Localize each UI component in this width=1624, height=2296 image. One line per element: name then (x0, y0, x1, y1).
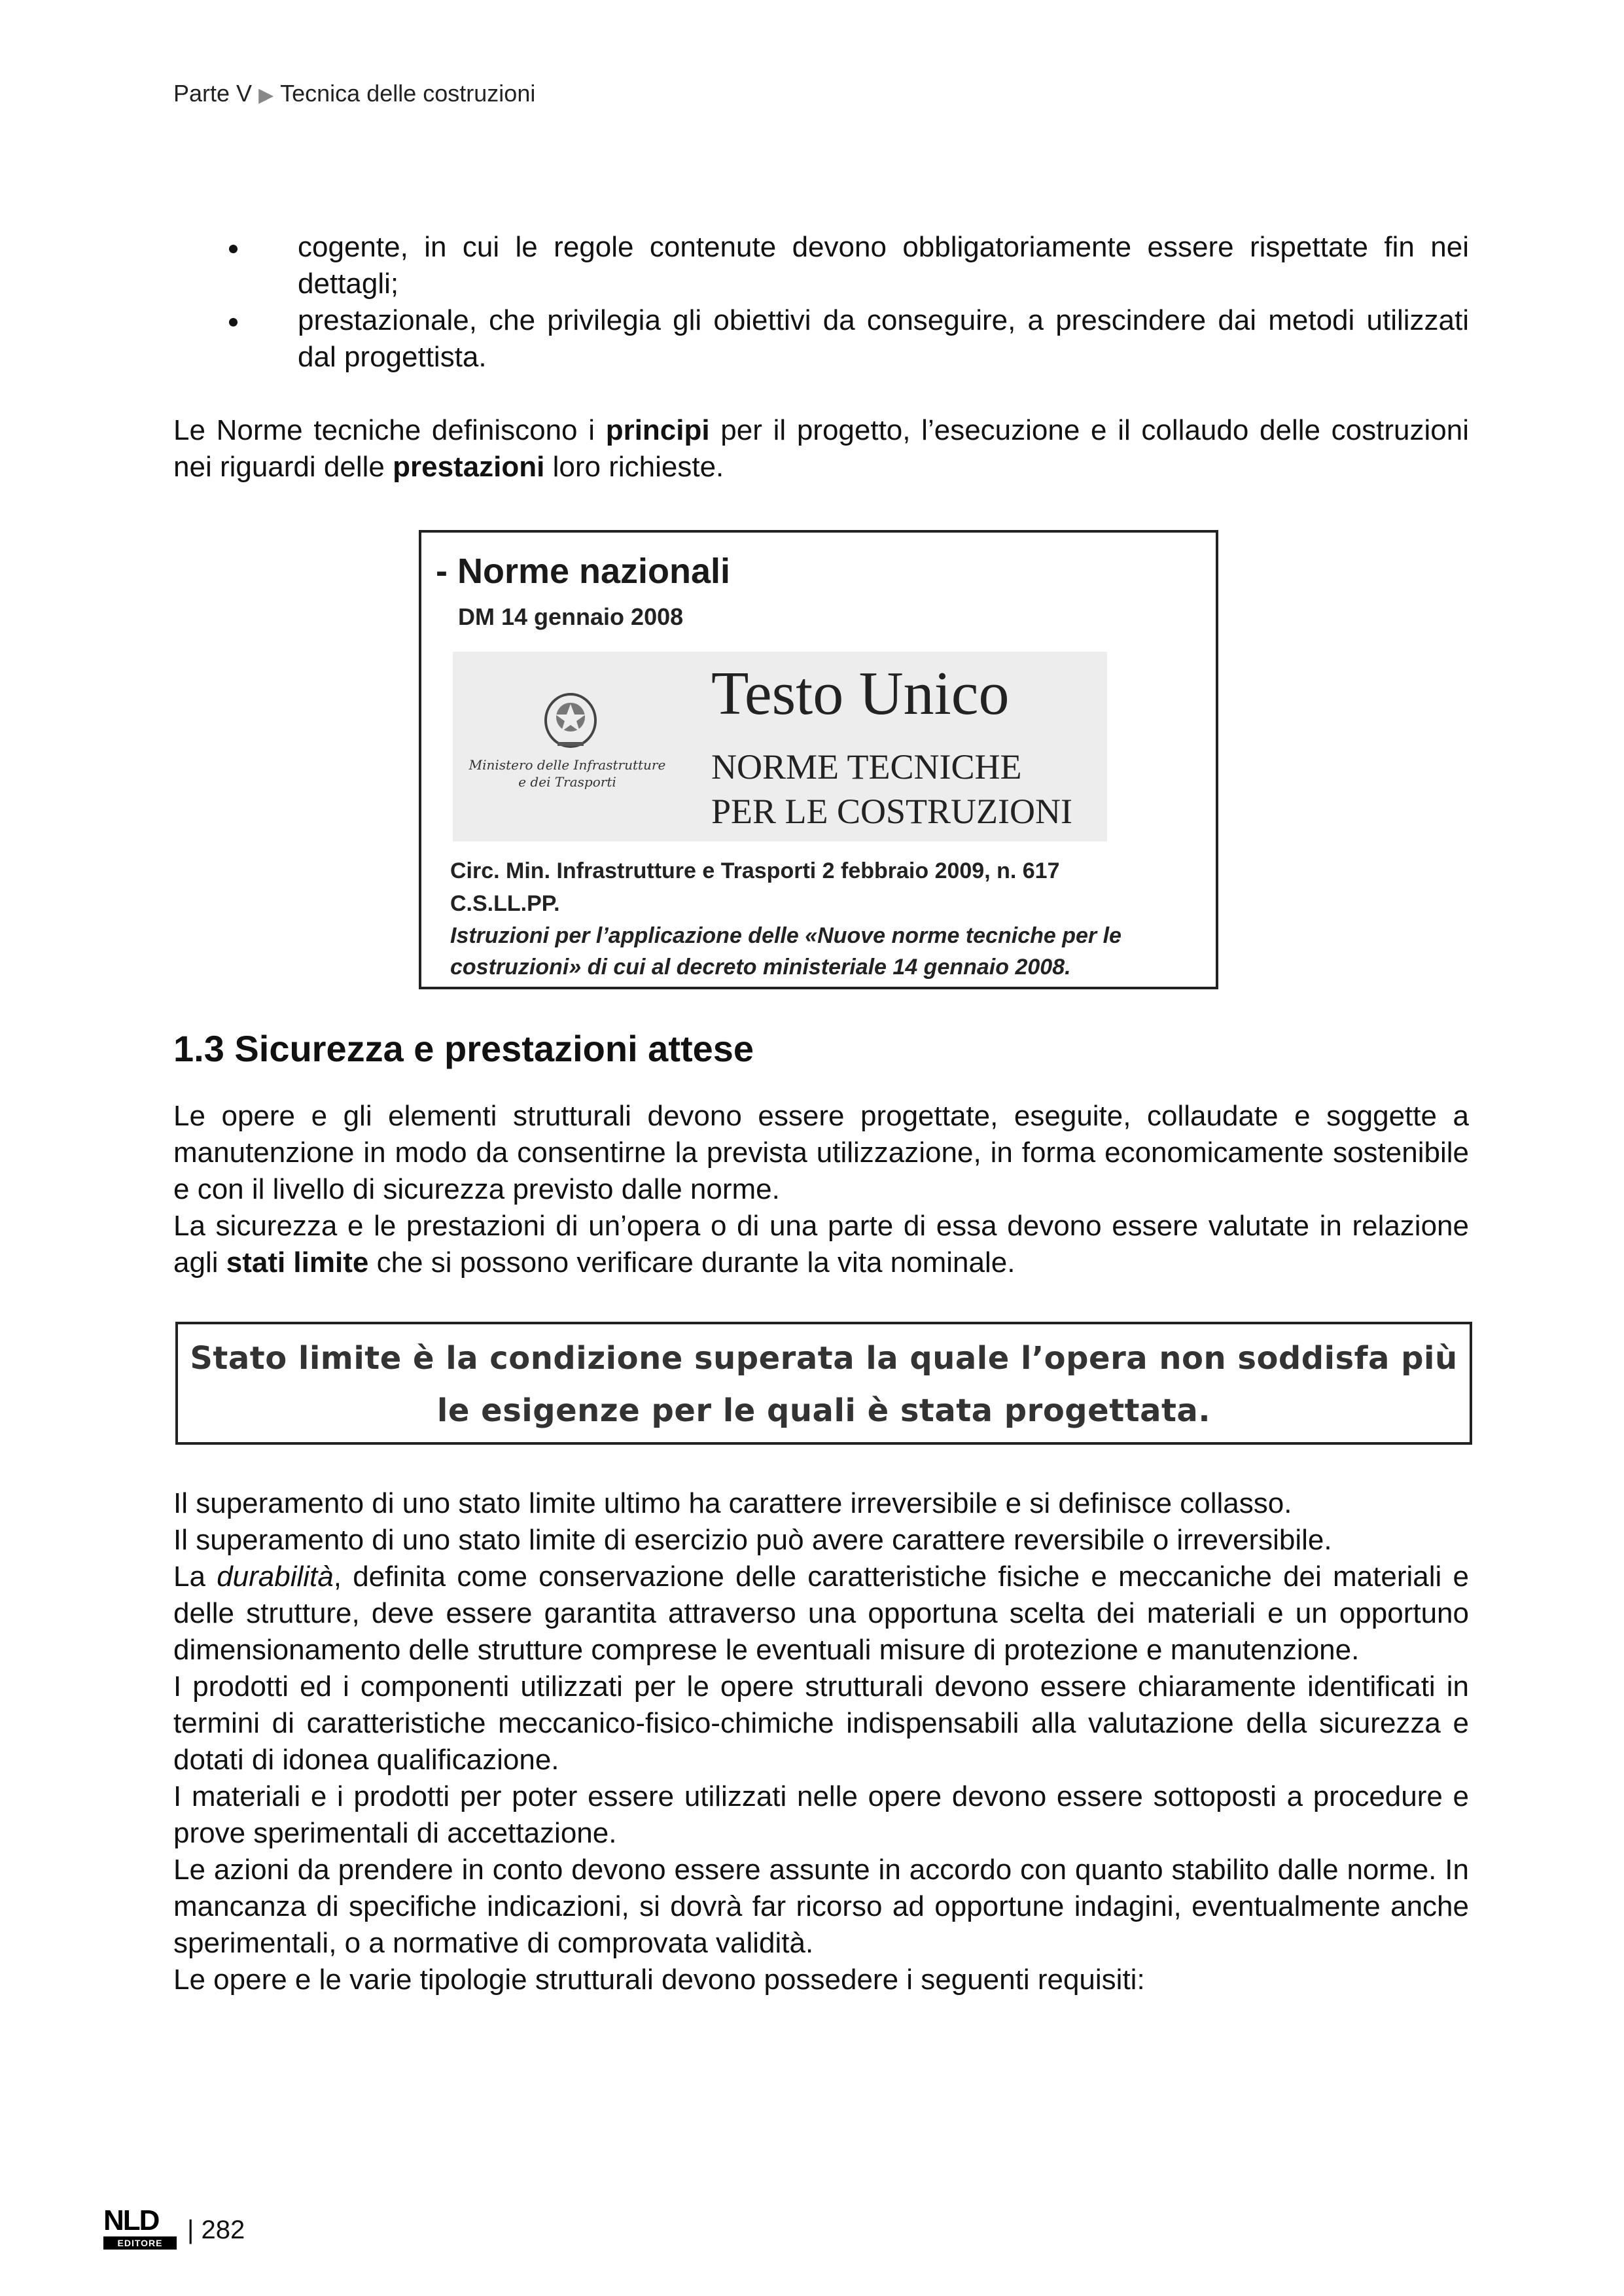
list-item (173, 229, 1469, 302)
definition-line: le esigenze per le quali è stata progettata. (436, 1392, 1211, 1429)
paragraph: I materiali e i prodotti per poter essere utilizzati nelle opere devono essere sottoposti a procedure e prove sperimentali di accettazione. (173, 1780, 1469, 1849)
text-run: La sicurezza e le prestazioni di un’opera o di una parte di essa devono essere valutate in relazione agli (173, 1210, 1469, 1279)
testo-unico-title: Testo Unico (711, 660, 1010, 728)
italic-term-durabilita: durabilità (217, 1561, 334, 1593)
norme-nazionali-figure (419, 530, 1218, 989)
figure-dm-date: DM 14 gennaio 2008 (458, 603, 684, 630)
triangle-right-icon: ▶ (258, 84, 274, 106)
figure-heading: - Norme nazionali (436, 552, 731, 591)
paragraph: Le azioni da prendere in conto devono essere assunte in accordo con quanto stabilito dalle norme. In mancanza di specifiche indicazioni, si dovrà far ricorso ad opportune indagini, eventualmente anche sperimentali, o a normative di comprovata validità. (173, 1854, 1469, 1959)
section-paragraphs (173, 1098, 1469, 1281)
istruzioni-caption (450, 920, 1121, 983)
ministry-caption (459, 756, 675, 790)
logo-wordmark: NLD (103, 2204, 159, 2236)
text-run: La (173, 1561, 217, 1593)
bullet-icon (229, 318, 238, 327)
list-item-text: prestazionale, che privilegia gli obiettivi da conseguire, a prescindere dai metodi utilizzati dal progettista. (298, 304, 1469, 373)
text-run: che si possono verificare durante la vita nominale. (368, 1246, 1015, 1279)
text-run: , definita come conservazione delle caratteristiche fisiche e meccaniche dei materiali e delle strutture, deve essere garantita attraverso una opportuna scelta dei materiali e un opportuno dimensionamento delle strutture comprese le eventuali misure di protezione e manutenzione. (173, 1561, 1469, 1666)
paragraph (173, 1559, 1469, 1669)
list-item-text: cogente, in cui le regole contenute devono obbligatoriamente essere rispettate fin nei dettagli; (298, 231, 1469, 300)
italian-emblem-icon (541, 684, 600, 750)
page-number: | 282 (187, 2216, 245, 2244)
paragraph: Il superamento di uno stato limite ultimo ha carattere irreversibile e si definisce collasso. (173, 1487, 1292, 1519)
nld-editore-logo (103, 2206, 181, 2251)
circolare-line: C.S.LL.PP. (450, 891, 560, 916)
bold-term-principi: principi (605, 414, 710, 446)
circolare-line: Circ. Min. Infrastrutture e Trasporti 2 febbraio 2009, n. 617 (450, 858, 1060, 883)
list-item (173, 302, 1469, 376)
bold-term-prestazioni: prestazioni (393, 451, 545, 483)
text-run: Le Norme tecniche definiscono i (173, 414, 606, 446)
text-run: loro richieste. (544, 451, 724, 483)
istruzioni-line: Istruzioni per l’applicazione delle «Nuove norme tecniche per le (450, 923, 1121, 948)
lower-paragraphs (173, 1485, 1469, 1998)
part-label: Parte V (173, 80, 253, 107)
paragraph: I prodotti ed i componenti utilizzati per le opere strutturali devono essere chiaramente identificati in termini di caratteristiche meccanico-fisico-chimiche indispensabili alla valutazione della sicurezza e dotati di idonea qualificazione. (173, 1670, 1469, 1776)
bold-term-stati-limite: stati limite (226, 1246, 369, 1279)
intro-paragraph (173, 412, 1469, 486)
chapter-label: Tecnica delle costruzioni (280, 80, 536, 107)
ministry-line: Ministero delle Infrastrutture (468, 757, 666, 773)
bullet-list (173, 229, 1469, 376)
ntc-title-line: PER LE COSTRUZIONI (711, 792, 1072, 831)
logo-subtitle: EDITORE (103, 2236, 177, 2250)
bullet-icon (229, 245, 238, 253)
paragraph (173, 1208, 1469, 1281)
paragraph: Il superamento di uno stato limite di esercizio può avere carattere reversibile o irreversibile. (173, 1524, 1332, 1556)
definition-line: Stato limite è la condizione superata la quale l’opera non soddisfa più (190, 1340, 1458, 1377)
text-run: per il progetto, l’esecuzione e il collaudo delle costruzioni nei riguardi delle (173, 414, 1469, 483)
paragraph: Le opere e gli elementi strutturali devono essere progettate, eseguite, collaudate e soggette a manutenzione in modo da consentirne la prevista utilizzazione, in forma economicamente sostenibile e con il livello di sicurezza previsto dalle norme. (173, 1100, 1469, 1205)
ntc-title-line: NORME TECNICHE (711, 747, 1022, 786)
istruzioni-line: costruzioni» di cui al decreto ministeriale 14 gennaio 2008. (450, 955, 1071, 980)
stato-limite-definition-box (175, 1322, 1472, 1445)
section-heading: 1.3 Sicurezza e prestazioni attese (173, 1028, 754, 1069)
testo-unico-banner (453, 652, 1107, 841)
paragraph: Le opere e le varie tipologie strutturali devono possedere i seguenti requisiti: (173, 1964, 1145, 1996)
running-header (173, 80, 535, 107)
circolare-reference (450, 855, 1060, 920)
ministry-line: e dei Trasporti (518, 774, 616, 790)
